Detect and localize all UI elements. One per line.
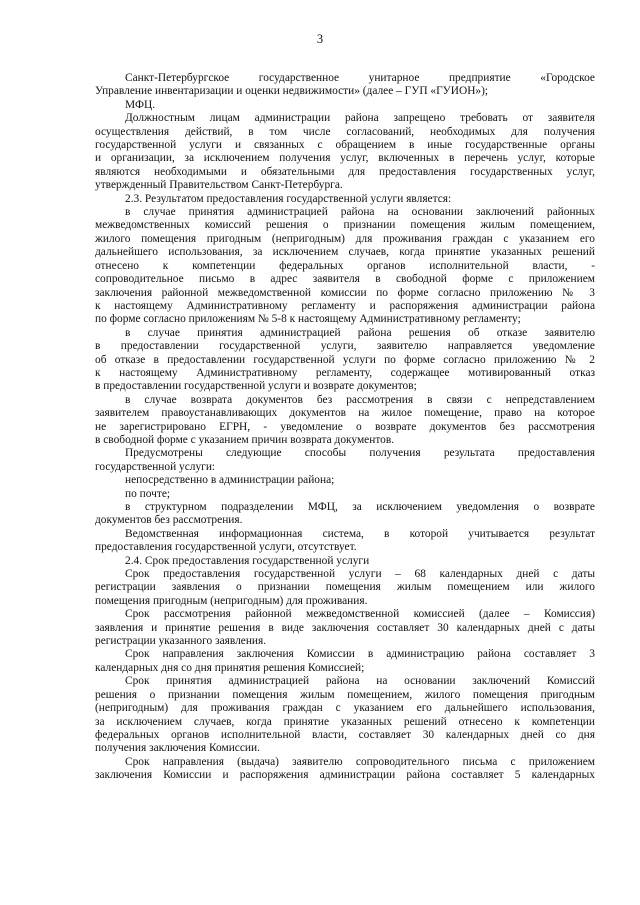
text-line: заявителем правоустанавливающих документов на жилое помещение, право на которое xyxy=(95,407,595,420)
text-line: решения о признании помещения жилым помещением, жилого помещения пригодным xyxy=(95,688,595,701)
text-line: МФЦ. xyxy=(125,98,156,111)
text-line: в предоставлении государственной услуги, заявителю направляется уведомление xyxy=(95,340,595,353)
text-line: в случае принятия администрацией района на основании заключений районных xyxy=(125,206,595,219)
text-line: отнесено к компетенции федеральных органов исполнительной власти, - xyxy=(95,259,595,272)
paragraph xyxy=(95,112,595,192)
paragraph xyxy=(95,756,595,783)
paragraph xyxy=(95,327,595,394)
paragraph xyxy=(95,488,595,501)
text-line: непосредственно в администрации района; xyxy=(125,474,335,487)
text-line: документов без рассмотрения. xyxy=(95,514,243,527)
paragraph xyxy=(95,206,595,327)
text-line: об отказе в предоставлении государственной услуги по форме согласно приложению № 2 xyxy=(95,353,595,366)
text-line: регистрации заявления о признании помещения жилым помещением или жилого xyxy=(95,581,595,594)
text-line: Срок направления заключения Комиссии в администрацию района составляет 3 xyxy=(125,648,595,661)
text-line: Ведомственная информационная система, в которой учитывается результат xyxy=(125,527,595,540)
paragraph xyxy=(95,501,595,528)
text-line: получения заключения Комиссии. xyxy=(95,742,260,755)
text-line: Срок рассмотрения районной межведомственной комиссией (далее – Комиссия) xyxy=(125,608,595,621)
text-line: в предоставлении государственной услуги и возврате документов; xyxy=(95,380,417,393)
text-line: Срок направления (выдача) заявителю сопроводительного письма с приложением xyxy=(125,755,595,768)
text-line: к настоящему Административному регламенту, содержащее мотивированный отказ xyxy=(95,366,595,379)
document-body xyxy=(95,72,595,783)
text-line: заключения Комиссии и распоряжения администрации района составляет 5 календарных xyxy=(95,769,595,782)
text-line: в случае принятия администрацией района решения об отказе заявителю xyxy=(125,326,595,339)
text-line: по почте; xyxy=(125,487,171,500)
paragraph xyxy=(95,608,595,648)
text-line: Предусмотрены следующие способы получения результата предоставления xyxy=(125,447,595,460)
paragraph xyxy=(95,72,595,99)
text-line: заявления и принятие решения в виде заключения составляет 30 календарных дней с даты xyxy=(95,621,595,634)
text-line: сопроводительное письмо в адрес заявителя в свободной форме с приложением xyxy=(95,273,595,286)
text-line: регистрации указанного заявления. xyxy=(95,635,267,648)
text-line: предоставления государственной услуги, отсутствует. xyxy=(95,541,357,554)
text-line: и организации, за исключением получения услуг, включенных в перечень услуг, которые xyxy=(95,152,595,165)
text-line: государственной услуги и связанных с обращением в иные государственные органы xyxy=(95,139,595,152)
text-line: 2.4. Срок предоставления государственной услуги xyxy=(125,554,370,567)
paragraph xyxy=(95,474,595,487)
text-line: утвержденный Правительством Санкт-Петербурга. xyxy=(95,179,343,192)
paragraph xyxy=(95,394,595,448)
page-number: 3 xyxy=(316,32,324,46)
text-line: Санкт-Петербургское государственное унитарное предприятие «Городское xyxy=(125,72,595,84)
paragraph xyxy=(95,648,595,675)
text-line: дальнейшего использования, за исключением случаев, когда принятие указанных решений xyxy=(95,246,595,259)
paragraph xyxy=(95,193,595,206)
text-line: осуществления действий, в том числе согласований, необходимых для получения xyxy=(95,125,595,138)
text-line: в свободной форме с указанием причин возврата документов. xyxy=(95,433,395,446)
text-line: Срок предоставления государственной услуги – 68 календарных дней с даты xyxy=(125,568,595,581)
text-line: 2.3. Результатом предоставления государственной услуги является: xyxy=(125,192,452,205)
text-line: являются необходимыми и обязательными для предоставления государственных услуг, xyxy=(95,165,595,178)
text-line: заключения районной межведомственной комиссии по форме согласно приложению № 3 xyxy=(95,286,595,299)
text-line: Срок принятия администрацией района на основании заключений Комиссий xyxy=(125,675,595,688)
paragraph xyxy=(95,568,595,608)
paragraph xyxy=(95,99,595,112)
paragraph xyxy=(95,528,595,555)
text-line: государственной услуги: xyxy=(95,460,216,473)
text-line: календарных дня со дня принятия решения Комиссией; xyxy=(95,661,365,674)
text-line: (непригодным) для проживания граждан с указанием его дальнейшего использования, xyxy=(95,702,595,715)
text-line: в структурном подразделении МФЦ, за исключением уведомления о возврате xyxy=(125,501,595,513)
text-line: в случае возврата документов без рассмотрения в связи с непредставлением xyxy=(125,393,595,406)
text-line: по форме согласно приложениям № 5-8 к настоящему Административному регламенту; xyxy=(95,313,521,326)
paragraph xyxy=(95,447,595,474)
text-line: за исключением случаев, когда принятие указанных решений отнесено к компетенции xyxy=(95,715,595,728)
text-line: федеральных органов исполнительной власти, составляет 30 календарных дней со дня xyxy=(95,728,595,741)
text-line: не зарегистрировано ЕГРН, - уведомление о возврате документов без рассмотрения xyxy=(95,420,595,433)
text-line: жилого помещения пригодным (непригодным) для проживания граждан с указанием его xyxy=(95,232,595,245)
text-line: помещения пригодным (непригодным) для проживания. xyxy=(95,594,368,607)
text-line: межведомственных комиссий решения о признании помещения жилым помещением, xyxy=(95,219,595,232)
text-line: Должностным лицам администрации района запрещено требовать от заявителя xyxy=(125,112,595,125)
paragraph xyxy=(95,555,595,568)
text-line: Управление инвентаризации и оценки недвижимости» (далее – ГУП «ГУИОН»); xyxy=(95,85,489,98)
text-line: к настоящему Административному регламенту и распоряжения администрации района xyxy=(95,299,595,312)
paragraph xyxy=(95,675,595,755)
